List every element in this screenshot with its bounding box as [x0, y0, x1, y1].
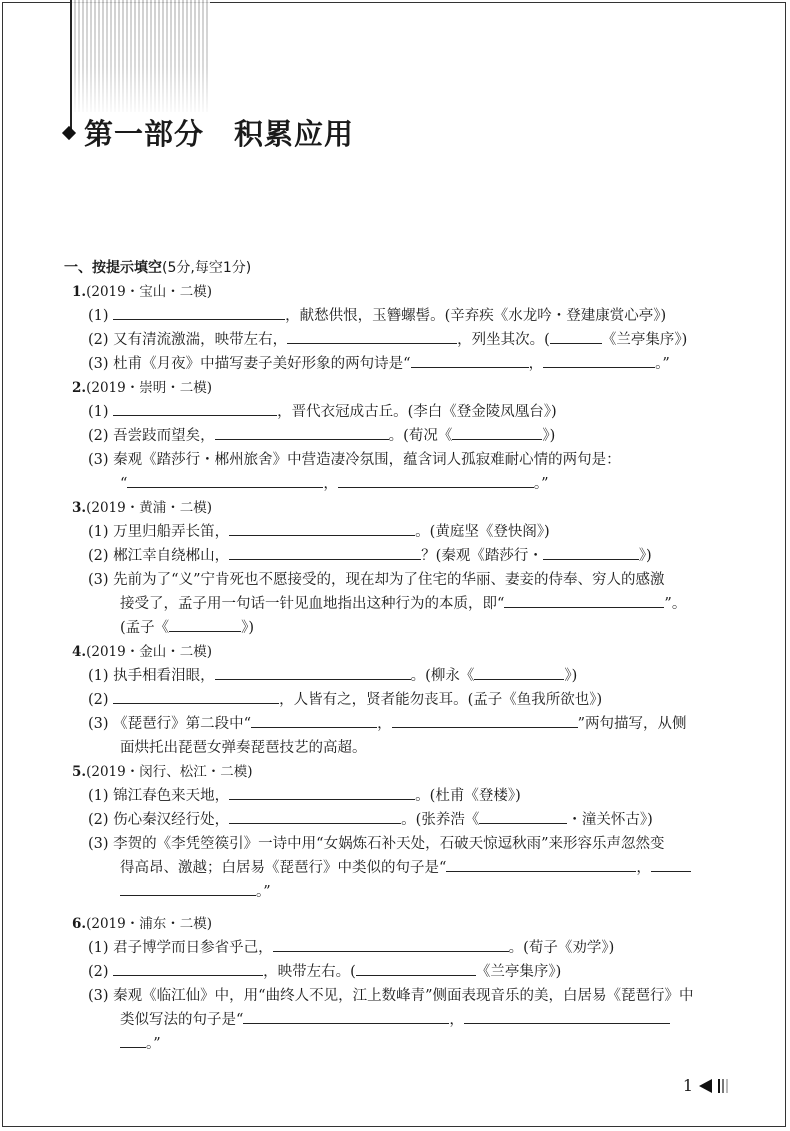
- page-number-text: 1: [682, 1076, 693, 1095]
- answer-blank[interactable]: [273, 936, 509, 952]
- item-number: (2): [88, 428, 109, 444]
- item-number: (2): [88, 692, 109, 708]
- item-number: (1): [88, 404, 109, 420]
- question-3-item-1: [64, 520, 704, 544]
- question-5-item-2: [64, 808, 704, 832]
- item-text: 君子博学而日参省乎己，: [113, 940, 273, 956]
- question-4-header: [64, 640, 704, 664]
- question-source: (2019・崇明・二模): [86, 380, 212, 396]
- answer-blank[interactable]: [215, 424, 389, 440]
- item-text: 锦江春色来天地，: [113, 788, 230, 804]
- item-text: ，映带左右。(: [263, 964, 356, 980]
- item-number: (1): [88, 668, 109, 684]
- question-5-item-3-cont: [64, 856, 704, 880]
- answer-blank[interactable]: [113, 400, 277, 416]
- item-number: (2): [88, 332, 109, 348]
- question-number: 3.: [72, 500, 87, 516]
- question-number: 1.: [72, 284, 87, 300]
- item-number: (2): [88, 812, 109, 828]
- question-number: 2.: [72, 380, 87, 396]
- header-vertical-rule: [70, 0, 72, 136]
- question-3-item-3-cont2: [64, 616, 704, 640]
- item-text: ”两句描写，从侧: [577, 716, 687, 732]
- answer-blank[interactable]: [229, 784, 415, 800]
- item-text: 又有清流激湍，映带左右，: [113, 332, 288, 348]
- answer-blank[interactable]: [251, 712, 377, 728]
- item-number: (3): [88, 836, 109, 852]
- item-text: 郴江幸自绕郴山，: [113, 548, 230, 564]
- question-3-header: [64, 496, 704, 520]
- exercise-content: [64, 256, 704, 1056]
- item-text: 《兰亭集序》): [601, 332, 688, 348]
- answer-blank[interactable]: [464, 1008, 670, 1024]
- item-text: 类似写法的句子是“: [120, 1012, 244, 1028]
- item-text: 杜甫《月夜》中描写妻子美好形象的两句诗是“: [113, 356, 411, 372]
- answer-blank[interactable]: [474, 664, 564, 680]
- item-number: (1): [88, 308, 109, 324]
- item-number: (1): [88, 940, 109, 956]
- item-text: 吾尝跂而望矣，: [113, 428, 215, 444]
- item-number: (3): [88, 452, 109, 468]
- answer-blank[interactable]: [452, 424, 542, 440]
- part-title: 第一部分 积累应用: [84, 117, 355, 151]
- question-6-item-3-cont2: [64, 1032, 704, 1056]
- answer-blank[interactable]: [120, 880, 256, 896]
- question-6-item-1: [64, 936, 704, 960]
- answer-blank[interactable]: [479, 808, 567, 824]
- question-1-header: [64, 280, 704, 304]
- question-source: (2019・黄浦・二模): [86, 500, 212, 516]
- question-2-item-3: [64, 448, 704, 472]
- item-text: 。(柳永《: [410, 668, 475, 684]
- item-number: (1): [88, 524, 109, 540]
- answer-blank[interactable]: [215, 664, 411, 680]
- answer-blank[interactable]: [356, 960, 476, 976]
- item-text: ？(秦观《踏莎行・: [421, 548, 543, 564]
- item-text: ，: [636, 860, 651, 876]
- question-5-item-1: [64, 784, 704, 808]
- item-number: (3): [88, 572, 109, 588]
- item-number: (2): [88, 964, 109, 980]
- question-3-item-3-cont: [64, 592, 704, 616]
- item-text: ，: [528, 356, 544, 372]
- item-text: 。(荀子《劝学》): [508, 940, 615, 956]
- item-text: 。(荀况《: [388, 428, 453, 444]
- question-2-item-2: [64, 424, 704, 448]
- answer-blank[interactable]: [651, 856, 691, 872]
- section-heading-text: 一、按提示填空: [64, 260, 162, 276]
- question-number: 4.: [72, 644, 87, 660]
- item-number: (3): [88, 356, 109, 372]
- question-source: (2019・宝山・二模): [86, 284, 212, 300]
- answer-blank[interactable]: [229, 808, 401, 824]
- answer-blank[interactable]: [127, 472, 323, 488]
- item-text: 秦观《临江仙》中，用“曲终人不见，江上数峰青”侧面表现音乐的美，白居易《琵琶行》中: [113, 988, 694, 1004]
- item-text: 。”: [533, 476, 549, 492]
- item-text: 》): [564, 668, 578, 684]
- question-5-item-3-cont2: [64, 880, 704, 904]
- item-text: 秦观《踏莎行・郴州旅舍》中营造凄冷氛围，蕴含词人孤寂难耐心情的两句是：: [113, 452, 621, 468]
- question-2-item-1: [64, 400, 704, 424]
- answer-blank[interactable]: [287, 328, 457, 344]
- question-4-item-3: [64, 712, 704, 736]
- item-text: 面烘托出琵琶女弹奏琵琶技艺的高超。: [120, 740, 367, 756]
- item-text: ，: [377, 716, 392, 732]
- item-text: 先前为了“义”宁肯死也不愿接受的，现在却为了住宅的华丽、妻妾的侍奉、穷人的感激: [113, 572, 665, 588]
- answer-blank[interactable]: [229, 544, 421, 560]
- answer-blank[interactable]: [543, 544, 639, 560]
- question-source: (2019・闵行、松江・二模): [86, 764, 253, 780]
- page-bars-icon: [718, 1079, 728, 1093]
- answer-blank[interactable]: [120, 1032, 146, 1048]
- item-text: 》): [638, 548, 652, 564]
- question-source: (2019・浦东・二模): [86, 916, 212, 932]
- question-4-item-2: [64, 688, 704, 712]
- question-1-item-2: [64, 328, 704, 352]
- item-text: 。”: [655, 356, 670, 372]
- answer-blank[interactable]: [543, 352, 655, 368]
- item-text: 。(杜甫《登楼》): [415, 788, 521, 804]
- item-text: (孟子《: [120, 620, 170, 636]
- item-text: 《琵琶行》第二段中“: [113, 716, 252, 732]
- question-6-item-2: [64, 960, 704, 984]
- answer-blank[interactable]: [411, 352, 529, 368]
- section-heading: [64, 256, 704, 280]
- item-text: 《兰亭集序》): [475, 964, 562, 980]
- item-text: “: [120, 476, 128, 492]
- question-6-item-3: [64, 984, 704, 1008]
- answer-blank[interactable]: [243, 1008, 449, 1024]
- question-5-header: [64, 760, 704, 784]
- item-text: 。”: [146, 1036, 161, 1052]
- answer-blank[interactable]: [446, 856, 636, 872]
- item-text: ”。: [664, 596, 687, 612]
- item-text: 。(黄庭坚《登快阁》): [415, 524, 550, 540]
- item-number: (2): [88, 548, 109, 564]
- answer-blank[interactable]: [392, 712, 578, 728]
- left-arrow-icon: [699, 1079, 712, 1093]
- item-text: 》): [241, 620, 255, 636]
- section-score: (5分,每空1分): [162, 260, 252, 276]
- page-number: [683, 1076, 728, 1095]
- item-text: ，人皆有之，贤者能勿丧耳。(孟子《鱼我所欲也》): [279, 692, 603, 708]
- item-text: ，: [323, 476, 338, 492]
- item-text: ，列坐其次。(: [457, 332, 550, 348]
- question-6-item-3-cont: [64, 1008, 704, 1032]
- answer-blank[interactable]: [229, 520, 415, 536]
- question-source: (2019・金山・二模): [86, 644, 212, 660]
- answer-blank[interactable]: [504, 592, 664, 608]
- item-text: ，: [449, 1012, 464, 1028]
- answer-blank[interactable]: [113, 688, 279, 704]
- question-3-item-3: [64, 568, 704, 592]
- item-text: 万里归船弄长笛，: [113, 524, 230, 540]
- question-1-item-3: [64, 352, 704, 376]
- item-number: (3): [88, 988, 109, 1004]
- question-4-item-3-cont: [64, 736, 704, 760]
- question-2-item-3-cont: [64, 472, 704, 496]
- item-text: 李贺的《李凭箜篌引》一诗中用“女娲炼石补天处，石破天惊逗秋雨”来形容乐声忽然变: [113, 836, 665, 852]
- answer-blank[interactable]: [169, 616, 241, 632]
- item-text: 得高昂、激越；白居易《琵琶行》中类似的句子是“: [120, 860, 447, 876]
- question-number: 6.: [72, 916, 87, 932]
- item-text: 执手相看泪眼，: [113, 668, 215, 684]
- item-text: 。”: [256, 884, 271, 900]
- item-text: 伤心秦汉经行处，: [113, 812, 230, 828]
- item-text: ，晋代衣冠成古丘。(李白《登金陵凤凰台》): [277, 404, 557, 420]
- question-2-header: [64, 376, 704, 400]
- question-1-item-1: [64, 304, 704, 328]
- item-text: 。(张养浩《: [401, 812, 480, 828]
- item-number: (1): [88, 788, 109, 804]
- item-text: 》): [542, 428, 556, 444]
- answer-blank[interactable]: [338, 472, 534, 488]
- item-text: ・潼关怀古》): [567, 812, 653, 828]
- header-gradient-fade: [70, 0, 210, 112]
- answer-blank[interactable]: [113, 304, 285, 320]
- question-5-item-3: [64, 832, 704, 856]
- answer-blank[interactable]: [113, 960, 263, 976]
- item-text: ，献愁供恨，玉簪螺髻。(辛弃疾《水龙吟・登建康赏心亭》): [285, 308, 667, 324]
- answer-blank[interactable]: [550, 328, 602, 344]
- question-4-item-1: [64, 664, 704, 688]
- item-text: 接受了，孟子用一句话一针见血地指出这种行为的本质，即“: [120, 596, 505, 612]
- question-6-header: [64, 912, 704, 936]
- question-number: 5.: [72, 764, 87, 780]
- question-3-item-2: [64, 544, 704, 568]
- item-number: (3): [88, 716, 109, 732]
